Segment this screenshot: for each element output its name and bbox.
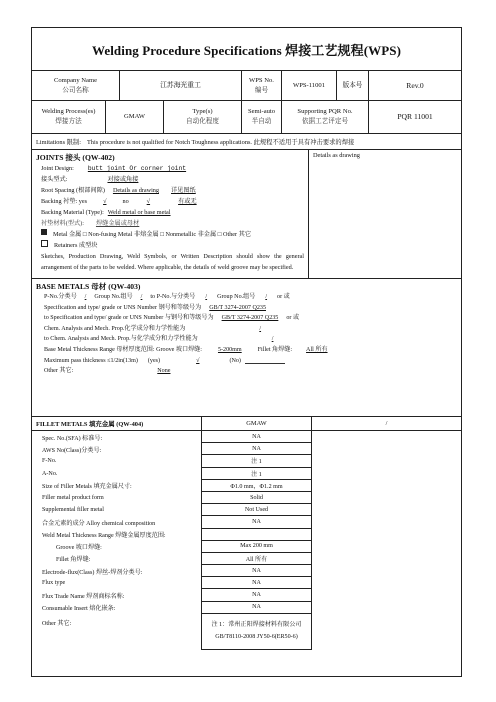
- type-label: [164, 101, 242, 133]
- wps-label-en: WPS No.: [249, 76, 274, 84]
- backing-cn: 有或无: [178, 198, 197, 205]
- company-label-en: Company Name: [53, 76, 98, 84]
- filler-row-label: Flux type: [32, 577, 202, 589]
- joint-form-label: 接头型式:: [41, 176, 68, 183]
- filler-row-label: A-No.: [32, 468, 202, 480]
- filler-row-value: NA: [202, 516, 312, 528]
- joints-section: [32, 150, 461, 279]
- group-no-value: /: [140, 294, 143, 300]
- pqr-value: PQR 11001: [397, 112, 433, 121]
- filler-row-empty: [312, 529, 461, 541]
- filler-row-label: Electrode-flux(Class) 焊丝-焊剂分类号:: [32, 565, 202, 577]
- company-label: [32, 71, 120, 100]
- type-value: [242, 101, 282, 133]
- filler-row-label: Spec. No.(SFA) 标准号:: [32, 431, 202, 443]
- filler-row-value: NA: [202, 602, 312, 614]
- filler-heading: FILLET METALS 填充金属 (QW-404): [32, 417, 202, 430]
- thickness-line: [36, 345, 457, 356]
- max-pass-yes: (yes): [147, 357, 161, 364]
- process-label: [32, 101, 106, 133]
- filler-row-empty: [312, 492, 461, 504]
- wps-value: WPS-11001: [282, 71, 337, 100]
- filler-row-label: Fillet 角焊缝:: [32, 553, 202, 565]
- unchecked-box-icon: [41, 240, 48, 247]
- filler-row-empty: [312, 589, 461, 601]
- retainers-line: [36, 240, 304, 251]
- limitations-row: [32, 134, 461, 150]
- metal-options-line: [36, 229, 304, 240]
- chem-line: [36, 324, 457, 335]
- backing-material-value: Weld metal or base metal: [107, 209, 171, 216]
- chem-label: Chem. Analysis and Mech. Prop.化学成分和力学性能为: [44, 325, 186, 332]
- backing-material-cn-label: 衬垫材料(型式):: [41, 220, 84, 227]
- joint-design-label: Joint Design:: [41, 165, 74, 172]
- to-group-no-value: /: [265, 294, 268, 300]
- backing-material-line: [36, 207, 304, 218]
- to-spec-label: to Specification and type/ grade or UNS Number 与钢号和等级号为: [44, 315, 214, 322]
- company-value: 江苏海光重工: [120, 71, 242, 100]
- filler-row-label: AWS No(Class)分类号:: [32, 443, 202, 455]
- joint-form-value: 对接或角接: [107, 176, 139, 183]
- filler-row-value: NA: [202, 431, 312, 443]
- filler-row-value: 注 1: [202, 455, 312, 467]
- backing-line: [36, 196, 304, 207]
- to-p-no-label: to P-No.与分类号: [150, 294, 196, 300]
- filler-row-value: NA: [202, 565, 312, 577]
- max-pass-value: √: [196, 357, 200, 364]
- to-spec-or: or 或: [286, 315, 300, 322]
- type-label-cn: 自动化程度: [186, 118, 219, 125]
- limitations-text: This procedure is not qualified for Notch Toughness applications. 此规程不适用于具有冲击要求的焊接: [86, 139, 355, 146]
- fillet-label: Fillet 角焊缝:: [257, 346, 293, 353]
- to-spec-line: [36, 313, 457, 324]
- max-pass-line: [36, 356, 457, 367]
- max-pass-label: Maximum pass thickness ≤1/2in(13m): [44, 357, 138, 364]
- type-value-en: Semi-auto: [247, 108, 276, 115]
- filler-row: [32, 455, 461, 467]
- chem-value: /: [259, 325, 262, 332]
- process-label-en: Welding Process(es): [41, 108, 96, 115]
- backing-no-value: √: [146, 198, 151, 205]
- max-pass-no-blank: [245, 356, 285, 364]
- filler-other-empty: [312, 614, 461, 650]
- filler-row-empty: [312, 541, 461, 553]
- backing-material-cn-line: [36, 218, 304, 229]
- filler-row-value: NA: [202, 589, 312, 601]
- root-label: Root Spacing (根部间隙): [41, 187, 105, 194]
- filler-row-value: 注 1: [202, 468, 312, 480]
- to-group-no-label: Group No.组号: [217, 294, 256, 300]
- spec-label: Specification and type/ grade or UNS Number 钢号和等级号为: [44, 304, 202, 311]
- retainers-label: Retainers 成型块: [54, 242, 98, 249]
- joints-left: [32, 150, 309, 278]
- filler-row: [32, 468, 461, 480]
- spec-value: GB/T 3274-2007 Q235: [209, 304, 266, 311]
- filler-row-label: Consumable Insert 熔化嵌条:: [32, 602, 202, 614]
- base-other-value: None: [157, 368, 171, 375]
- header-row-1: [32, 71, 461, 101]
- backing-material-label: Backing Material (Type):: [41, 209, 104, 216]
- base-metals-heading: BASE METALS 母材 (QW-403): [36, 282, 141, 291]
- rev-value: Rev.0: [406, 80, 424, 90]
- backing-no-label: no: [122, 198, 129, 205]
- type-value-cn: 半自动: [251, 118, 272, 125]
- p-no-line: [36, 292, 457, 303]
- process-value: GMAW: [106, 101, 164, 133]
- filler-row: [32, 529, 461, 541]
- joint-form-line: [36, 174, 304, 185]
- filler-row: [32, 443, 461, 455]
- filler-row-empty: [312, 504, 461, 516]
- base-other-label: Other 其它:: [44, 368, 74, 375]
- joints-heading: JOINTS 接头 (QW-402): [36, 153, 115, 162]
- filler-row: [32, 492, 461, 504]
- filler-row-value: NA: [202, 443, 312, 455]
- filler-row-value: Φ1.0 mm，Φ1.2 mm: [202, 480, 312, 492]
- filler-rows: [32, 431, 461, 614]
- filler-row-value: [202, 529, 312, 541]
- root-value: Details as drawing: [112, 187, 159, 194]
- filler-row-empty: [312, 443, 461, 455]
- filler-row-value: Solid: [202, 492, 312, 504]
- filler-row: [32, 553, 461, 565]
- filler-row-label: F-No.: [32, 455, 202, 467]
- filler-row: [32, 480, 461, 492]
- p-no-label: P-No.分类号: [44, 294, 77, 300]
- filler-row-value: Not Used: [202, 504, 312, 516]
- spec-line: [36, 303, 457, 314]
- pqr-label: [282, 101, 369, 133]
- filler-col-gmaw: GMAW: [202, 417, 312, 430]
- filler-other-note: 注 1：常州正阳焊接材料有限公司: [211, 622, 302, 629]
- joint-design-line: [36, 163, 304, 174]
- filler-row: [32, 577, 461, 589]
- filler-other-row: [32, 614, 461, 650]
- filler-row: [32, 565, 461, 577]
- backing-material-cn-value: 焊缝金属或母材: [95, 220, 140, 227]
- company-label-cn: 公司名称: [62, 86, 89, 94]
- pqr-label-cn: 依据工艺评定号: [301, 118, 349, 125]
- to-spec-value: GB/T 3274-2007 Q235: [221, 315, 279, 322]
- wps-label: [242, 71, 282, 100]
- fillet-range: All 所有: [306, 346, 328, 353]
- filler-row: [32, 602, 461, 614]
- filler-row-label: 合金元素的成分 Alloy chemical composition: [32, 516, 202, 528]
- filler-row-empty: [312, 455, 461, 467]
- filler-row-label: Groove 坡口焊缝:: [32, 541, 202, 553]
- to-chem-value: /: [271, 336, 274, 343]
- filler-row-value: All 所有: [202, 553, 312, 565]
- p-no-value: /: [84, 294, 87, 300]
- filler-row: [32, 589, 461, 601]
- filler-row-label: Supplemental filler metal: [32, 504, 202, 516]
- pqr-label-en: Supporting PQR No.: [297, 108, 353, 115]
- filler-row-empty: [312, 602, 461, 614]
- root-value-cn: 详见图纸: [171, 187, 196, 194]
- filler-row-empty: [312, 516, 461, 528]
- filler-row-label: Size of Filler Metals 填充金属尺寸:: [32, 480, 202, 492]
- base-other-line: [36, 366, 457, 377]
- filler-row-empty: [312, 577, 461, 589]
- filler-row-empty: [312, 480, 461, 492]
- page-title: Welding Procedure Specifications 焊接工艺规程(WPS): [32, 28, 461, 71]
- or-label: or 或: [277, 294, 290, 300]
- base-metals-section: [32, 279, 461, 417]
- thickness-label: Base Metal Thickness Range 母材厚度范围: Groove 坡口焊缝:: [44, 346, 202, 353]
- filler-other-label: Other 其它:: [32, 614, 202, 650]
- filler-row-empty: [312, 431, 461, 443]
- backing-yes-value: √: [103, 198, 107, 205]
- sketch-note: Sketches, Production Drawing, Weld Symbols, or Written Description should show the general arrangement of the parts to be welded. Where applicable, the details of weld groove may be specified.: [41, 253, 304, 271]
- groove-range: 5-200mm: [217, 346, 242, 353]
- max-pass-no: (No): [229, 357, 241, 364]
- limitations-label: Limitations 限制:: [36, 139, 81, 146]
- filler-row: [32, 541, 461, 553]
- filler-row-empty: [312, 553, 461, 565]
- group-no-label: Group No.组号: [94, 294, 133, 300]
- metal-options: Metal 金属 □ Non-fusing Metal 非熔金属 □ Nonmetallic 非金属 □ Other 其它: [53, 231, 252, 238]
- filler-other-value: [202, 614, 312, 650]
- filler-row: [32, 516, 461, 528]
- filler-row-empty: [312, 565, 461, 577]
- root-spacing-line: [36, 185, 304, 196]
- filler-row: [32, 504, 461, 516]
- joints-details: Details as drawing: [313, 152, 360, 159]
- rev-label: 版本号: [337, 71, 369, 100]
- filler-row-label: Weld Metal Thickness Range 焊缝金属厚度范围:: [32, 529, 202, 541]
- checked-box-icon: [41, 229, 47, 235]
- filler-row-empty: [312, 468, 461, 480]
- wps-form: [31, 27, 462, 677]
- to-chem-label: to Chem. Analysis and Mech. Prop.与化学成分和力学性能为: [44, 336, 198, 343]
- filler-col-2: /: [385, 420, 388, 427]
- filler-row-value: NA: [202, 577, 312, 589]
- header-row-2: [32, 101, 461, 134]
- to-chem-line: [36, 334, 457, 345]
- filler-row-value: Max 200 mm: [202, 541, 312, 553]
- filler-other-standard: GB/T8110-2008 JY50-6(ER50-6): [215, 634, 298, 641]
- wps-label-cn: 编号: [254, 86, 269, 94]
- backing-label: Backing 衬垫: yes: [41, 198, 88, 205]
- process-label-cn: 焊接方法: [55, 118, 82, 125]
- joint-design-value: butt joint Or corner joint: [87, 165, 187, 172]
- filler-row-label: Filler metal product form: [32, 492, 202, 504]
- type-label-en: Type(s): [192, 108, 213, 115]
- filler-row: [32, 431, 461, 443]
- to-p-no-value: /: [205, 294, 208, 300]
- filler-header: [32, 417, 461, 431]
- filler-row-label: Flux Trade Name 焊剂商标名称:: [32, 589, 202, 601]
